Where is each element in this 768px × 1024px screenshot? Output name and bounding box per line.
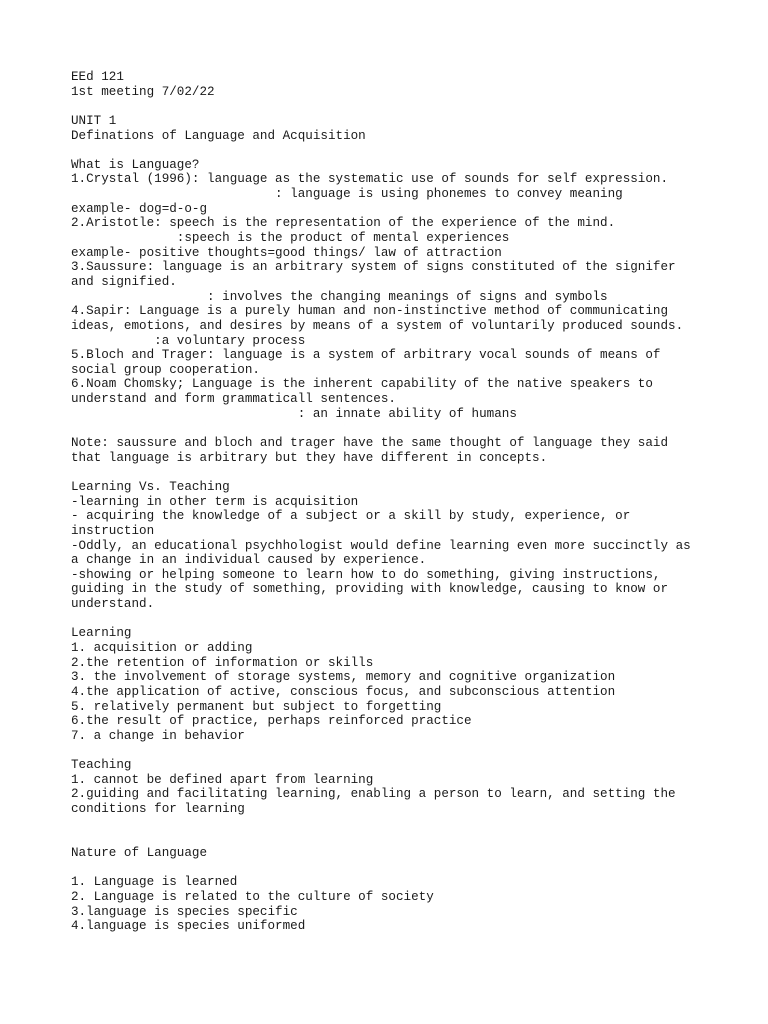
text-line [71,831,751,846]
text-line: 7. a change in behavior [71,728,245,743]
text-line: 3. the involvement of storage systems, memory and cognitive organization [71,670,616,685]
text-line: 4.Sapir: Language is a purely human and non-instinctive method of communicating [71,304,669,319]
text-line: that language is arbitrary but they have different in concepts. [71,450,548,465]
text-line [71,143,751,158]
text-line: 1. Language is learned [71,875,238,890]
text-line [71,612,751,627]
text-line: 2.guiding and facilitating learning, enabling a person to learn, and setting the [71,787,676,802]
text-line: 5.Bloch and Trager: language is a system of arbitrary vocal sounds of means of [71,348,661,363]
text-line: social group cooperation. [71,362,260,377]
text-line: Learning Vs. Teaching [71,479,230,494]
text-line: : language is using phonemes to convey meaning [71,187,623,202]
text-line: Definations of Language and Acquisition [71,128,366,143]
document-page [71,70,751,934]
text-line: 4.language is species uniformed [71,919,306,934]
text-line: EEd 121 [71,70,124,84]
text-line: ideas, emotions, and desires by means of a system of voluntarily produced sounds. [71,318,684,333]
text-line [71,817,751,832]
text-line: and signified. [71,274,177,289]
text-line: :speech is the product of mental experiences [71,231,510,246]
text-line: 2.the retention of information or skills [71,655,374,670]
text-line: -Oddly, an educational psychhologist would define learning even more succinctly as [71,538,691,553]
text-line: 1.Crystal (1996): language as the systematic use of sounds for self expression. [71,172,669,187]
text-line: a change in an individual caused by experience. [71,553,427,568]
text-line: 3.language is species specific [71,904,298,919]
text-line: - acquiring the knowledge of a subject or a skill by study, experience, or [71,509,631,524]
text-line: -learning in other term is acquisition [71,494,359,509]
text-line: UNIT 1 [71,113,117,128]
text-line: Nature of Language [71,845,208,860]
text-line: -showing or helping someone to learn how to do something, giving instructions, [71,567,661,582]
text-line [71,99,751,114]
text-line: example- dog=d-o-g [71,201,208,216]
text-line: 5. relatively permanent but subject to forgetting [71,699,442,714]
text-line: 4.the application of active, conscious focus, and subconscious attention [71,684,616,699]
text-line: understand and form grammaticall sentences. [71,392,396,407]
text-line: conditions for learning [71,802,245,817]
text-line: : an innate ability of humans [71,406,517,421]
text-line: 1. cannot be defined apart from learning [71,772,374,787]
text-line: understand. [71,597,155,612]
text-line: : involves the changing meanings of signs and symbols [71,289,608,304]
text-line: Learning [71,626,132,641]
text-line: 1st meeting 7/02/22 [71,84,215,99]
text-line: Teaching [71,758,132,773]
text-line: 6.Noam Chomsky; Language is the inherent capability of the native speakers to [71,377,653,392]
text-line: example- positive thoughts=good things/ law of attraction [71,245,502,260]
text-line: 3.Saussure: language is an arbitrary system of signs constituted of the signifer [71,260,676,275]
text-line [71,421,751,436]
text-line: instruction [71,523,155,538]
text-line: 1. acquisition or adding [71,640,253,655]
text-line: :a voluntary process [71,333,306,348]
text-line [71,743,751,758]
text-line: guiding in the study of something, providing with knowledge, causing to know or [71,582,669,597]
text-line [71,861,751,876]
text-line: What is Language? [71,157,200,172]
text-line [71,465,751,480]
text-line: Note: saussure and bloch and trager have the same thought of language they said [71,436,669,451]
text-line: 2.Aristotle: speech is the representation of the experience of the mind. [71,216,616,231]
text-line: 6.the result of practice, perhaps reinforced practice [71,714,472,729]
text-line: 2. Language is related to the culture of society [71,889,434,904]
